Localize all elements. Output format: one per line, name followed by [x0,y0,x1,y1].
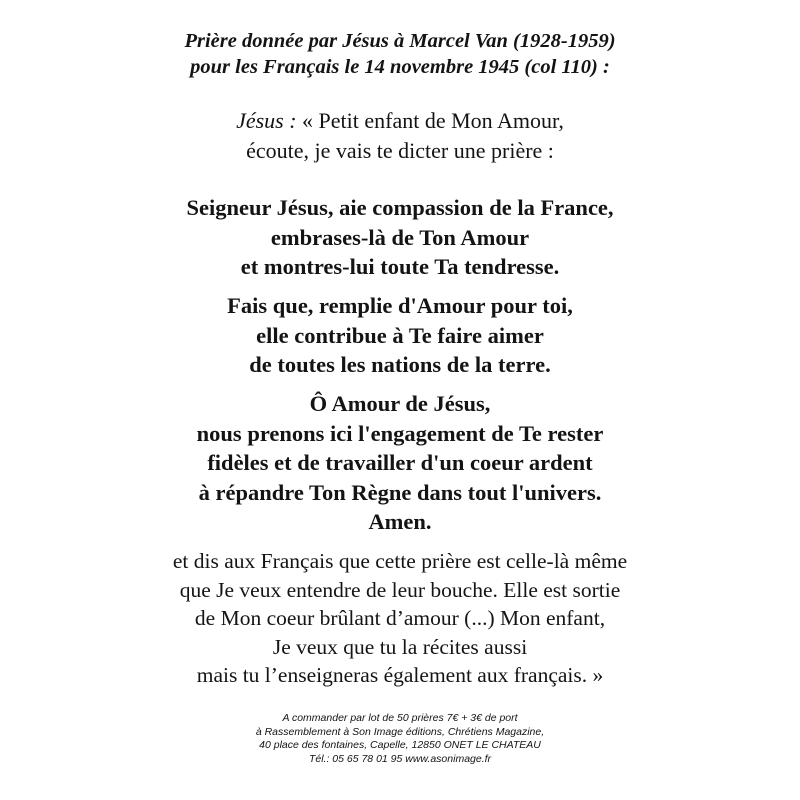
prayer-line: de toutes les nations de la terre. [249,352,551,377]
intro-text [0,106,800,166]
closing-text [0,547,800,690]
prayer-stanza-2 [0,291,800,380]
footer-contact-line: Tél.: 05 65 78 01 95 www.asonimage.fr [308,752,492,765]
footer-line: à Rassemblement à Son Image éditions, Chrétiens Magazine, [255,725,545,738]
closing-line: et dis aux Français que cette prière est celle-là même [172,549,628,573]
footer-line: A commander par lot de 50 prières 7€ + 3€ de port [282,712,518,724]
speaker-label: Jésus : [236,108,297,133]
prayer-line: Fais que, remplie d'Amour pour toi, [227,293,573,318]
amen-line: Amen. [368,509,432,534]
prayer-line: elle contribue à Te faire aimer [256,322,544,348]
prayer-line: embrases-là de Ton Amour [270,224,530,250]
closing-line: Je veux que tu la récites aussi [272,634,528,659]
footer-line: 40 place des fontaines, Capelle, 12850 ONET LE CHATEAU [259,739,541,751]
header-line: pour les Français le 14 novembre 1945 (col 110) : [190,56,610,78]
prayer-line: Seigneur Jésus, aie compassion de la France, [186,195,614,220]
intro-quote: « Petit enfant de Mon Amour, [296,108,564,133]
intro-line [0,106,800,136]
header-line: Prière donnée par Jésus à Marcel Van (1928-1959) [184,30,616,52]
closing-line: que Je veux entendre de leur bouche. Elle est sortie [179,577,621,602]
prayer-line: Ô Amour de Jésus, [309,391,491,416]
prayer-line: fidèles et de travailler d'un coeur ardent [207,450,593,475]
prayer-header [0,28,800,80]
prayer-line: à répandre Ton Règne dans tout l'univers. [198,479,602,505]
closing-line: de Mon coeur brûlant d’amour (...) Mon enfant, [194,606,606,630]
intro-line: écoute, je vais te dicter une prière : [246,138,554,163]
prayer-stanza-3 [0,389,800,537]
closing-line: mais tu l’enseigneras également aux français. » [196,663,604,687]
order-info-footer [0,712,800,766]
prayer-line: et montres-lui toute Ta tendresse. [240,254,560,279]
prayer-stanza-1 [0,193,800,282]
prayer-line: nous prenons ici l'engagement de Te rester [196,420,604,446]
